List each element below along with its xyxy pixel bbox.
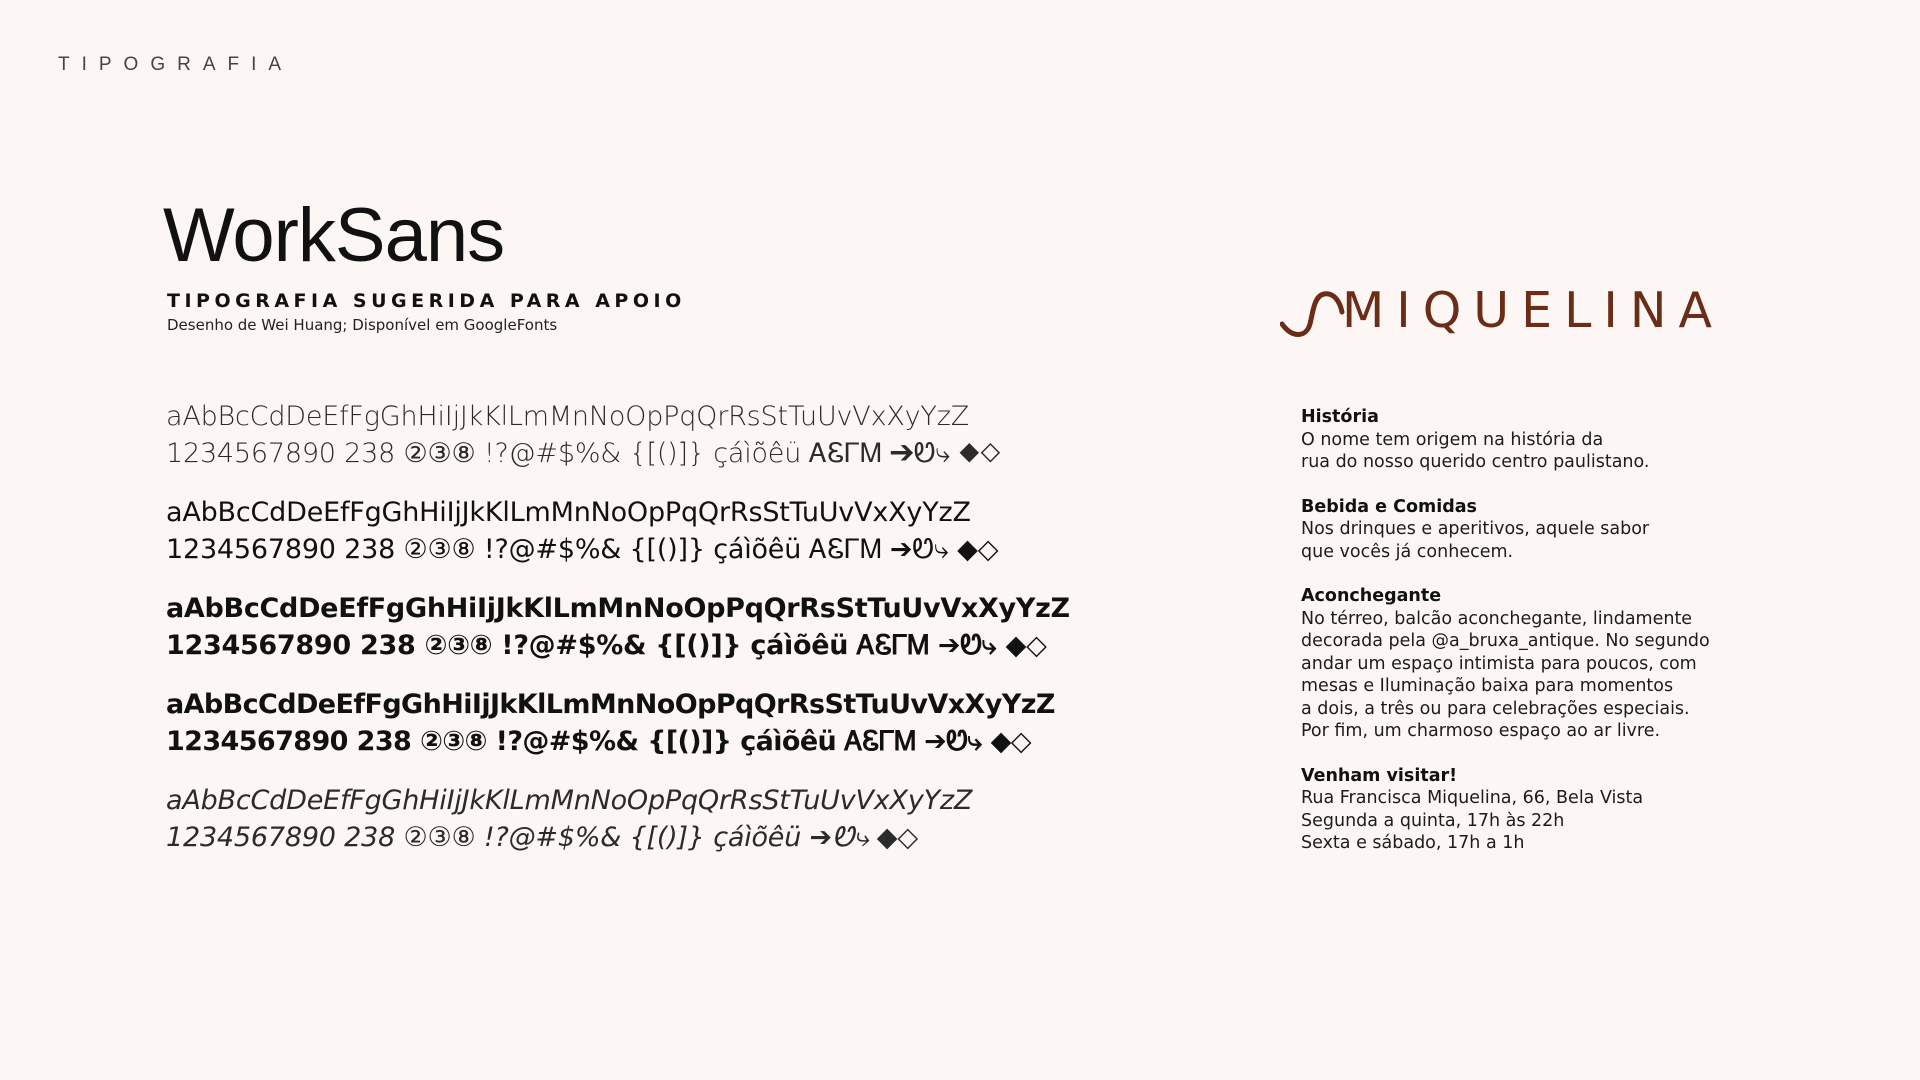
info-line: decorada pela @a_bruxa_antique. No segundo [1301, 631, 1710, 651]
info-line: Nos drinques e aperitivos, aquele sabor [1301, 519, 1650, 539]
specimen-bold [166, 686, 1126, 760]
brand-info [1301, 406, 1771, 877]
info-block-bebida [1301, 496, 1771, 564]
info-block-visitar [1301, 765, 1771, 855]
specimen-alphabet-line: aAbBcCdDeEfFgGhHiIjJkKlLmMnNoOpPqQrRsStTuUvVxXyYzZ [166, 689, 1055, 720]
info-line: Sexta e sábado, 17h a 1h [1301, 833, 1525, 853]
info-line: rua do nosso querido centro paulistano. [1301, 452, 1650, 472]
font-credit: Desenho de Wei Huang; Disponível em GoogleFonts [167, 316, 558, 334]
info-block-aconchegante [1301, 585, 1771, 743]
specimen-regular [166, 494, 1126, 568]
font-name-title: WorkSans [163, 193, 505, 278]
font-specimens [166, 398, 1126, 878]
info-line: que vocês já conhecem. [1301, 541, 1514, 562]
section-label: TIPOGRAFIA [58, 54, 294, 75]
info-heading: História [1301, 407, 1379, 427]
info-line: O nome tem origem na história da [1301, 429, 1604, 450]
specimen-glyphs-line: 1234567890 238 ②③⑧ !?@#$%& {[()]} çáìõêü ᎪᏋᎱᎷ ➔Ꮼ⤷ ◆◇ [166, 726, 1031, 757]
specimen-alphabet-line: aAbBcCdDeEfFgGhHiIjJkKlLmMnNoOpPqQrRsStTuUvVxXyYzZ [166, 497, 971, 528]
specimen-glyphs-line: 1234567890 238 ②③⑧ !?@#$%& {[()]} çáìõêü ᎪᏋᎱᎷ ➔Ꮼ⤷ ◆◇ [166, 534, 999, 565]
miquelina-logo [1280, 282, 1725, 344]
font-subtitle: TIPOGRAFIA SUGERIDA PARA APOIO [167, 290, 686, 312]
specimen-semibold [166, 590, 1126, 664]
specimen-glyphs-line: 1234567890 238 ②③⑧ !?@#$%& {[()]} çáìõêü ➔Ꮼ⤷ ◆◇ [166, 822, 918, 853]
info-heading: Bebida e Comidas [1301, 496, 1477, 517]
info-line: Rua Francisca Miquelina, 66, Bela Vista [1301, 788, 1644, 808]
info-heading: Aconchegante [1301, 586, 1442, 606]
specimen-glyphs-line: 1234567890 238 ②③⑧ !?@#$%& {[()]} çáìõêü ᎪᏋᎱᎷ ➔Ꮼ⤷ ◆◇ [166, 438, 1001, 469]
logo-wordmark: MIQUELINA [1342, 282, 1725, 339]
info-line: Por fim, um charmoso espaço ao ar livre. [1301, 721, 1661, 741]
specimen-glyphs-line: 1234567890 238 ②③⑧ !?@#$%& {[()]} çáìõêü ᎪᏋᎱᎷ ➔Ꮼ⤷ ◆◇ [166, 630, 1047, 661]
info-block-historia [1301, 406, 1771, 474]
info-line: No térreo, balcão aconchegante, lindamente [1301, 608, 1693, 629]
info-line: Segunda a quinta, 17h às 22h [1301, 810, 1565, 831]
info-line: a dois, a três ou para celebrações especiais. [1301, 698, 1690, 719]
info-heading: Venham visitar! [1301, 765, 1458, 786]
specimen-alphabet-line: aAbBcCdDeEfFgGhHiIjJkKlLmMnNoOpPqQrRsStTuUvVxXyYzZ [166, 593, 1070, 624]
specimen-light [166, 398, 1126, 472]
specimen-alphabet-line: aAbBcCdDeEfFgGhHiIjJkKlLmMnNoOpPqQrRsStTuUvVxXyYzZ [166, 401, 969, 432]
info-line: mesas e Iluminação baixa para momentos [1301, 676, 1674, 696]
specimen-alphabet-line: aAbBcCdDeEfFgGhHiIjJkKlLmMnNoOpPqQrRsStTuUvVxXyYzZ [166, 785, 973, 816]
info-line: andar um espaço intimista para poucos, com [1301, 653, 1697, 674]
specimen-italic [166, 782, 1126, 856]
